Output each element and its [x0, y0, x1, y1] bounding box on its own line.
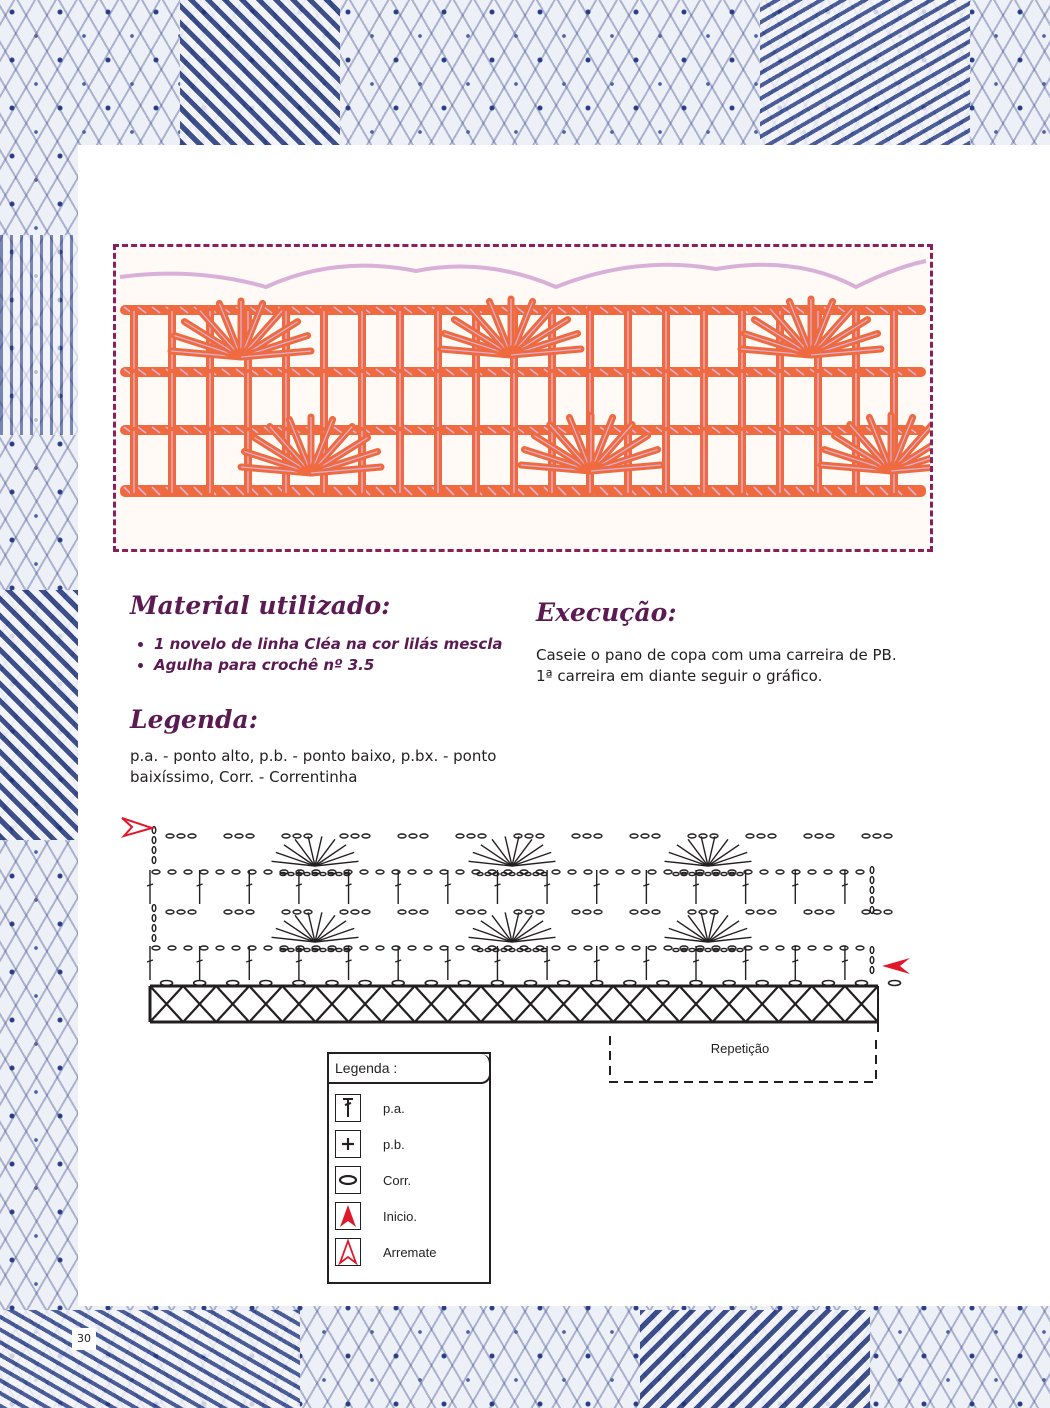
chain-stitch	[776, 946, 784, 950]
legend-label: Corr.	[383, 1173, 412, 1188]
chain-stitch	[664, 870, 672, 874]
chain-stitch	[425, 981, 437, 986]
chain-stitch	[648, 946, 656, 950]
tall-stitch-bar	[395, 884, 401, 886]
chain-stitch	[632, 870, 640, 874]
chain-stitch	[572, 910, 580, 914]
chain-stitch	[424, 870, 432, 874]
tall-stitch-bar	[445, 884, 451, 886]
material-item: • 1 novelo de linha Cléa na cor lilás mescla	[154, 634, 502, 655]
chain-stitch	[760, 946, 768, 950]
chain-stitch	[855, 981, 867, 986]
tall-stitch-bar	[246, 960, 252, 962]
chain-stitch	[699, 834, 707, 838]
chain-stitch	[282, 910, 290, 914]
material-heading: Material utilizado:	[130, 591, 391, 620]
start-arrow-icon	[335, 1202, 361, 1230]
chain-stitch	[648, 870, 656, 874]
chain-stitch	[424, 946, 432, 950]
legend-title: Legenda :	[329, 1054, 491, 1084]
chain-stitch	[525, 910, 533, 914]
legend-item	[335, 1202, 485, 1232]
chain-stitch	[288, 948, 294, 951]
chain-stitch	[409, 910, 417, 914]
chain-stitch	[824, 870, 832, 874]
chain-stitch	[862, 910, 870, 914]
chain-stitch	[808, 946, 816, 950]
chain-stitch	[583, 910, 591, 914]
tall-stitch-bar	[346, 960, 352, 962]
chain-stitch	[467, 910, 475, 914]
chain-stitch	[652, 834, 660, 838]
chain-stitch	[340, 834, 348, 838]
execucao-line: Caseie o pano de copa com uma carreira de PB.	[536, 646, 897, 664]
chain-stitch	[870, 957, 874, 964]
chain-stitch	[232, 870, 240, 874]
chain-stitch	[227, 981, 239, 986]
chain-stitch	[632, 946, 640, 950]
chain-stitch	[216, 870, 224, 874]
chain-stitch	[152, 870, 160, 874]
chain-stitch	[840, 870, 848, 874]
chain-stitch	[224, 834, 232, 838]
chain-stitch	[362, 910, 370, 914]
chain-stitch	[568, 946, 576, 950]
chain-stitch	[351, 910, 359, 914]
chain-stitch	[398, 834, 406, 838]
patchwork-tile	[0, 1310, 300, 1408]
legend-label: Inicio.	[383, 1209, 417, 1224]
tall-stitch-bar	[594, 960, 600, 962]
chain-stitch	[552, 946, 560, 950]
chain-stitch	[558, 981, 570, 986]
chain-stitch	[616, 946, 624, 950]
chain-stitch	[166, 910, 174, 914]
chain-stitch	[616, 870, 624, 874]
chain-stitch	[699, 910, 707, 914]
chain-stitch	[856, 946, 864, 950]
chain-stitch	[808, 870, 816, 874]
legend-label: Arremate	[383, 1245, 437, 1260]
chain-stitch	[804, 834, 812, 838]
chain-stitch	[776, 870, 784, 874]
chain-stitch	[360, 946, 368, 950]
legend-item	[335, 1094, 485, 1124]
chain-stitch	[600, 946, 608, 950]
chain-stitch	[232, 946, 240, 950]
chain-stitch	[756, 981, 768, 986]
tall-stitch-bar	[693, 884, 699, 886]
crochet-chart	[110, 800, 920, 1090]
legenda-line: p.a. - ponto alto, p.b. - ponto baixo, p.bx. - ponto	[130, 747, 497, 765]
tall-stitch-bar	[445, 960, 451, 962]
tall-stitch-bar	[395, 960, 401, 962]
chain-stitch	[456, 946, 464, 950]
chain-stitch	[235, 834, 243, 838]
chain-stitch	[870, 947, 874, 954]
material-list	[130, 634, 502, 676]
tall-stitch-bar	[643, 960, 649, 962]
chain-stitch	[491, 981, 503, 986]
chain-stitch	[224, 910, 232, 914]
tall-stitch-bar	[296, 884, 302, 886]
chain-stitch	[168, 870, 176, 874]
chain-stitch	[188, 910, 196, 914]
chain-stitch	[420, 910, 428, 914]
legend-label: p.a.	[383, 1101, 405, 1116]
chain-stitch	[824, 946, 832, 950]
chain-stitch	[320, 872, 326, 875]
chain-stitch	[293, 910, 301, 914]
chain-stitch	[584, 946, 592, 950]
chain-stitch	[737, 872, 743, 875]
chain-stitch	[862, 834, 870, 838]
chain-stitch	[690, 981, 702, 986]
chain-stitch	[583, 834, 591, 838]
start-arrow-icon	[882, 958, 910, 974]
material-item: • Agulha para crochê nº 3.5	[154, 655, 502, 676]
chain-stitch	[641, 834, 649, 838]
chain-stitch	[688, 910, 696, 914]
chain-stitch	[870, 867, 874, 874]
chain-stitch	[184, 946, 192, 950]
chain-stitch	[293, 981, 305, 986]
chain-stitch	[826, 834, 834, 838]
chain-stitch	[536, 910, 544, 914]
chain-stitch	[304, 948, 310, 951]
chain-stitch	[246, 834, 254, 838]
chain-stitch	[456, 870, 464, 874]
chain-stitch	[166, 834, 174, 838]
chain-stitch	[630, 834, 638, 838]
tall-stitch-bar	[494, 960, 500, 962]
tall-stitch-bar	[346, 884, 352, 886]
chain-stitch	[889, 981, 901, 986]
chain-stitch	[870, 897, 874, 904]
chain-stitch	[840, 946, 848, 950]
chain-stitch	[552, 870, 560, 874]
chain-stitch	[688, 834, 696, 838]
execucao-line: 1ª carreira em diante seguir o gráfico.	[536, 667, 823, 685]
chain-stitch	[152, 847, 156, 854]
chain-stitch	[792, 946, 800, 950]
chain-stitch	[657, 981, 669, 986]
tall-stitch-bar	[246, 884, 252, 886]
patchwork-tile	[640, 1310, 870, 1408]
chain-stitch	[200, 870, 208, 874]
chain-stitch	[200, 946, 208, 950]
chain-stitch	[177, 834, 185, 838]
chain-stitch	[600, 870, 608, 874]
repeat-label: Repetição	[710, 1041, 770, 1056]
chain-stitch	[152, 946, 160, 950]
chain-stitch	[467, 834, 475, 838]
chain-stitch	[721, 948, 727, 951]
chain-stitch	[216, 946, 224, 950]
patchwork-tile	[760, 0, 970, 145]
chain-stitch	[235, 910, 243, 914]
chain-stitch	[822, 981, 834, 986]
chain-stitch	[246, 910, 254, 914]
patchwork-tile	[0, 590, 78, 840]
tall-stitch-bar	[544, 884, 550, 886]
chain-oval-icon	[335, 1166, 361, 1194]
chain-stitch	[293, 834, 301, 838]
chain-stitch	[760, 870, 768, 874]
chain-stitch	[161, 981, 173, 986]
yarn-edge	[120, 261, 926, 287]
chain-stitch	[757, 834, 765, 838]
chain-stitch	[177, 910, 185, 914]
chain-stitch	[184, 870, 192, 874]
chain-stitch	[624, 981, 636, 986]
chain-stitch	[440, 946, 448, 950]
chain-stitch	[440, 870, 448, 874]
tall-stitch-bar	[842, 884, 848, 886]
chain-stitch	[260, 981, 272, 986]
chain-stitch	[884, 910, 892, 914]
legend-label: p.b.	[383, 1137, 405, 1152]
tall-stitch-bar	[792, 960, 798, 962]
chain-stitch	[340, 910, 348, 914]
patchwork-tile	[0, 235, 78, 435]
chain-stitch	[705, 948, 711, 951]
chain-stitch	[689, 948, 695, 951]
finish-arrow-icon	[335, 1238, 361, 1266]
chain-stitch	[152, 905, 156, 912]
chain-stitch	[873, 834, 881, 838]
chain-stitch	[746, 834, 754, 838]
chain-stitch	[641, 910, 649, 914]
chain-stitch	[723, 981, 735, 986]
chain-stitch	[568, 870, 576, 874]
tall-stitch-bar	[743, 884, 749, 886]
patchwork-tile	[180, 0, 340, 145]
chain-stitch	[746, 910, 754, 914]
chain-stitch	[360, 870, 368, 874]
chain-stitch	[456, 834, 464, 838]
chain-stitch	[320, 948, 326, 951]
execucao-text	[536, 645, 897, 687]
chain-stitch	[478, 910, 486, 914]
chain-stitch	[478, 834, 486, 838]
chain-stitch	[288, 872, 294, 875]
chain-stitch	[856, 870, 864, 874]
chain-stitch	[362, 834, 370, 838]
chain-stitch	[194, 981, 206, 986]
chain-stitch	[152, 925, 156, 932]
chain-stitch	[815, 834, 823, 838]
chain-stitch	[673, 948, 679, 951]
tall-stitch-bar	[544, 960, 550, 962]
tall-stitch-icon	[335, 1094, 361, 1122]
chain-stitch	[420, 834, 428, 838]
chain-stitch	[652, 910, 660, 914]
tall-stitch-bar	[147, 884, 153, 886]
chain-stitch	[409, 834, 417, 838]
chain-stitch	[689, 872, 695, 875]
chain-stitch	[826, 910, 834, 914]
chain-stitch	[870, 887, 874, 894]
chain-stitch	[408, 870, 416, 874]
chain-stitch	[789, 981, 801, 986]
tall-stitch-bar	[197, 884, 203, 886]
chain-stitch	[591, 981, 603, 986]
chain-stitch	[768, 834, 776, 838]
chain-stitch	[152, 857, 156, 864]
legenda-heading: Legenda:	[130, 705, 258, 734]
chain-stitch	[359, 981, 371, 986]
chain-stitch	[326, 981, 338, 986]
chain-stitch	[664, 946, 672, 950]
chain-stitch	[152, 935, 156, 942]
chain-stitch	[870, 967, 874, 974]
tall-stitch-bar	[197, 960, 203, 962]
chain-stitch	[168, 946, 176, 950]
chain-stitch	[458, 981, 470, 986]
chain-stitch	[757, 910, 765, 914]
chain-stitch	[376, 946, 384, 950]
symbol-legend	[327, 1052, 491, 1284]
chain-stitch	[456, 910, 464, 914]
chain-stitch	[264, 870, 272, 874]
chain-stitch	[188, 834, 196, 838]
chain-stitch	[398, 910, 406, 914]
chain-stitch	[536, 834, 544, 838]
legend-item	[335, 1166, 485, 1196]
legenda-line: baixíssimo, Corr. - Correntinha	[130, 768, 358, 786]
chain-stitch	[351, 834, 359, 838]
chain-stitch	[594, 834, 602, 838]
chain-stitch	[721, 872, 727, 875]
chain-stitch	[673, 872, 679, 875]
finish-arrow-icon	[122, 818, 152, 836]
chain-stitch	[282, 834, 290, 838]
chain-stitch	[392, 981, 404, 986]
chain-stitch	[768, 910, 776, 914]
tall-stitch-bar	[693, 960, 699, 962]
tall-stitch-bar	[842, 960, 848, 962]
chain-stitch	[792, 870, 800, 874]
chain-stitch	[525, 834, 533, 838]
legend-item	[335, 1238, 485, 1268]
chain-stitch	[336, 948, 342, 951]
chain-stitch	[408, 946, 416, 950]
legenda-text	[130, 746, 496, 788]
execucao-heading: Execução:	[536, 598, 677, 627]
chain-stitch	[870, 877, 874, 884]
tall-stitch-bar	[296, 960, 302, 962]
legend-item	[335, 1130, 485, 1160]
chain-stitch	[152, 837, 156, 844]
tall-stitch-bar	[594, 884, 600, 886]
chain-stitch	[584, 870, 592, 874]
chain-stitch	[737, 948, 743, 951]
chain-stitch	[336, 872, 342, 875]
tall-stitch-bar	[494, 884, 500, 886]
plus-icon	[335, 1130, 361, 1158]
chain-stitch	[525, 981, 537, 986]
tall-stitch-bar	[643, 884, 649, 886]
chain-stitch	[264, 946, 272, 950]
chain-stitch	[376, 870, 384, 874]
chain-stitch	[630, 910, 638, 914]
chain-stitch	[884, 834, 892, 838]
chain-stitch	[304, 872, 310, 875]
crochet-photo-frame	[113, 244, 933, 552]
chain-stitch	[804, 910, 812, 914]
chain-stitch	[594, 910, 602, 914]
page-number: 30	[72, 1328, 96, 1350]
crochet-photo	[116, 247, 930, 549]
chain-stitch	[705, 872, 711, 875]
tall-stitch-bar	[792, 884, 798, 886]
tall-stitch-bar	[147, 960, 153, 962]
chain-stitch	[152, 915, 156, 922]
chain-stitch	[572, 834, 580, 838]
tall-stitch-bar	[743, 960, 749, 962]
chain-stitch	[870, 907, 874, 914]
chain-stitch	[815, 910, 823, 914]
